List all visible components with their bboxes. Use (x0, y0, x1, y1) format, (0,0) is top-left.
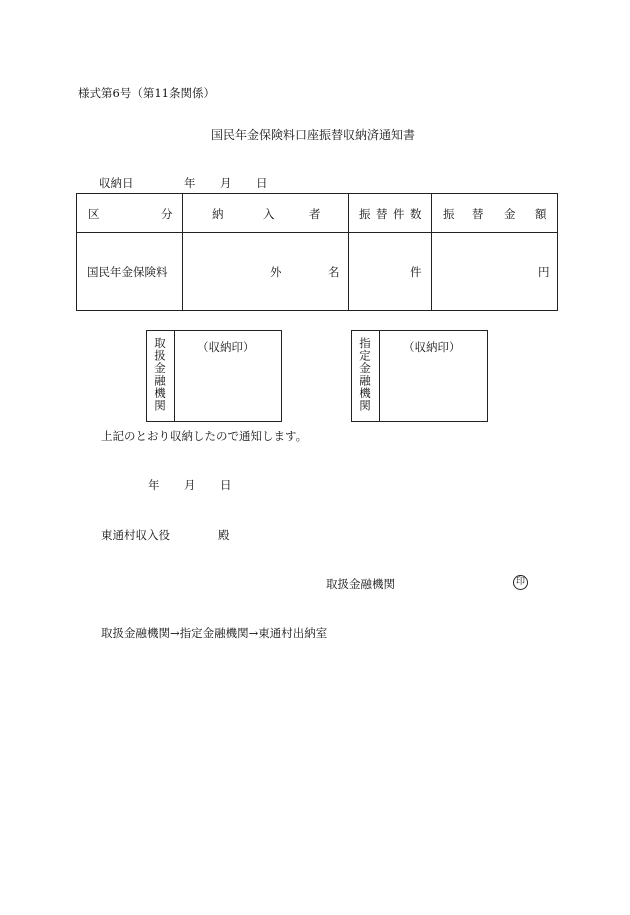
notice-year-label: 年 (148, 478, 160, 492)
header-amount-char: 額 (535, 207, 547, 221)
stamp-box-divider (174, 331, 175, 421)
row-payer-suffix: 名 (328, 265, 340, 279)
addressee-honorific: 殿 (218, 528, 230, 542)
page-title: 国民年金保険料口座振替収納済通知書 (211, 128, 416, 142)
header-payer-char: 納 (212, 207, 224, 221)
table-header-row (77, 194, 558, 233)
handling-institution-label: 取扱金融機関 (326, 577, 395, 591)
header-count-char: 件 (393, 207, 405, 221)
stamp-box-side-label: 取扱金融機関 (153, 337, 167, 412)
addressee-name: 東通村収入役 (101, 528, 170, 542)
header-amount-char: 金 (504, 207, 516, 221)
stamp-box-side-label: 指定金融機関 (358, 337, 372, 412)
row-transfer-amount (432, 233, 558, 311)
header-transfer-amount (432, 194, 558, 233)
row-transfer-count (349, 233, 432, 311)
header-payer-char: 者 (309, 207, 321, 221)
row-payer (183, 233, 349, 311)
header-category (77, 194, 183, 233)
row-payer-prefix: 外 (270, 265, 282, 279)
receipt-month-label: 月 (220, 176, 232, 190)
stamp-box-label: （収納印） (197, 340, 255, 354)
stamp-box-divider (379, 331, 380, 421)
header-category-char: 分 (161, 207, 173, 221)
handling-institution-stamp-box (146, 330, 282, 422)
table-row (77, 233, 558, 311)
header-count-char: 替 (376, 207, 388, 221)
form-number: 様式第6号（第11条関係） (78, 86, 215, 100)
header-amount-char: 振 (443, 207, 455, 221)
header-amount-char: 替 (472, 207, 484, 221)
header-category-char: 区 (88, 207, 100, 221)
receipt-table (76, 193, 558, 311)
seal-icon: 印 (513, 575, 528, 590)
receipt-date-label: 収納日 (99, 176, 134, 190)
stamp-box-label: （収納印） (403, 340, 461, 354)
row-category (77, 233, 183, 311)
row-amount-unit: 円 (538, 265, 550, 279)
row-count-unit: 件 (410, 265, 422, 279)
header-payer (183, 194, 349, 233)
header-payer-char: 入 (263, 207, 275, 221)
notice-day-label: 日 (220, 478, 232, 492)
notice-text: 上記のとおり収納したので通知します。 (101, 429, 308, 443)
receipt-day-label: 日 (256, 176, 268, 190)
notice-month-label: 月 (184, 478, 196, 492)
designated-institution-stamp-box (351, 330, 488, 422)
header-transfer-count (349, 194, 432, 233)
header-count-char: 振 (359, 207, 371, 221)
receipt-year-label: 年 (184, 176, 196, 190)
row-category-text: 国民年金保険料 (87, 265, 168, 279)
header-count-char: 数 (410, 207, 422, 221)
routing-text: 取扱金融機関→指定金融機関→東通村出納室 (101, 626, 328, 640)
